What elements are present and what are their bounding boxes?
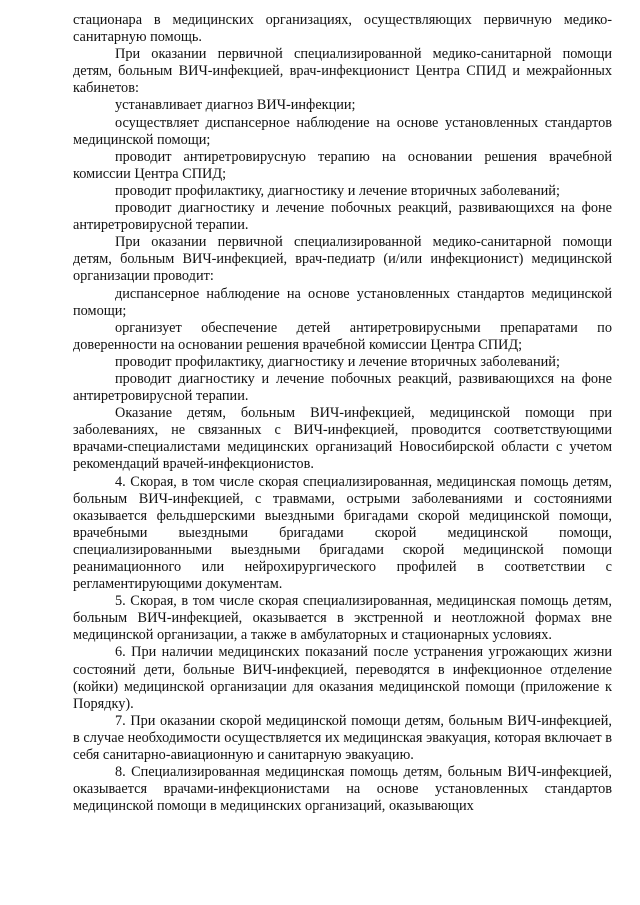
paragraph-drug-supply: организует обеспечение детей антиретровирусными препаратами по доверенности на основании решения врачебной комиссии Центра СПИД; [73, 319, 612, 353]
paragraph-continuation: стационара в медицинских организациях, осуществляющих первичную медико-санитарную помощь. [73, 12, 612, 46]
paragraph-item-5: 5. Скорая, в том числе скорая специализированная, медицинская помощь детям, больным ВИЧ-инфекцией, оказывается в экстренной и неотложной формах вне медицинской организации, а также в амбулаторных и стационарных условиях. [73, 593, 612, 644]
paragraph-item-8: 8. Специализированная медицинская помощь детям, больным ВИЧ-инфекцией, оказывается врачами-инфекционистами на основе установленных стандартов медицинской помощи в медицинских организаций, оказывающих [73, 764, 612, 815]
paragraph-prevention-secondary: проводит профилактику, диагностику и лечение вторичных заболеваний; [115, 182, 560, 199]
paragraph-pediatrician-intro: При оказании первичной специализированной медико-санитарной помощи детям, больным ВИЧ-инфекцией, врач-педиатр (и/или инфекционист) медицинской организации проводит: [73, 234, 612, 285]
paragraph-item-6: 6. При наличии медицинских показаний после устранения угрожающих жизни состояний дети, больные ВИЧ-инфекцией, переводятся в инфекционное отделение (койки) медицинской организации для оказания медицинской помощи (приложение к Порядку). [73, 644, 612, 712]
paragraph-non-hiv-care: Оказание детям, больным ВИЧ-инфекцией, медицинской помощи при заболеваниях, не связанных с ВИЧ-инфекцией, проводится соответствующими врачами-специалистами медицинских организаций Новосибирской области с учетом рекомендаций врачей-инфекционистов. [73, 405, 612, 473]
paragraph-primary-care-infectionist-intro: При оказании первичной специализированной медико-санитарной помощи детям, больным ВИЧ-инфекцией, врач-инфекционист Центра СПИД и межрайонных кабинетов: [73, 46, 612, 97]
paragraph-pediatrician-observation: диспансерное наблюдение на основе установленных стандартов медицинской помощи; [73, 285, 612, 319]
paragraph-side-reactions: проводит диагностику и лечение побочных реакций, развивающихся на фоне антиретровирусной терапии. [73, 200, 612, 234]
document-page [73, 12, 612, 815]
paragraph-pediatrician-prevention: проводит профилактику, диагностику и лечение вторичных заболеваний; [115, 353, 560, 370]
paragraph-dispensary-observation: осуществляет диспансерное наблюдение на основе установленных стандартов медицинской помощи; [73, 114, 612, 148]
paragraph-antiretroviral-therapy: проводит антиретровирусную терапию на основании решения врачебной комиссии Центра СПИД; [73, 148, 612, 182]
paragraph-pediatrician-side-reactions: проводит диагностику и лечение побочных реакций, развивающихся на фоне антиретровирусной терапии. [73, 370, 612, 405]
paragraph-item-7: 7. При оказании скорой медицинской помощи детям, больным ВИЧ-инфекцией, в случае необходимости осуществляется их медицинская эвакуация, которая включает в себя санитарно-авиационную и санитарную эвакуацию. [73, 712, 612, 764]
paragraph-diagnosis: устанавливает диагноз ВИЧ-инфекции; [115, 97, 356, 114]
paragraph-item-4: 4. Скорая, в том числе скорая специализированная, медицинская помощь детям, больным ВИЧ-инфекцией, с травмами, острыми заболеваниями и состояниями оказывается фельдшерскими выездными бригадами скорой медицинской помощи, врачебными выездными бригадами скорой медицинской помощи, специализированными выездными бригадами скорой медицинской помощи реанимационного или нейрохирургического профилей в соответствии с регламентирующими документам. [73, 473, 612, 593]
